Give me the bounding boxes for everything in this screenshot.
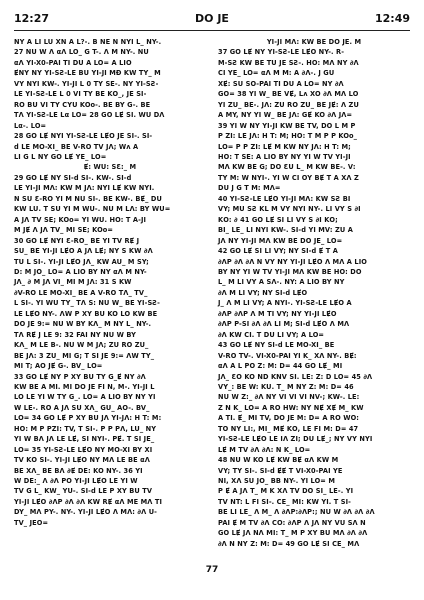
text-line: KɅ_ M LE B-. NU W M JɅ; ZU RO ZU_ [14, 341, 149, 350]
header-left-verse: 12:27 [14, 12, 50, 25]
text-line: GO= 38 YI W_ BE VɆ, Lʌ XO ∂Ʌ MɅ LO [218, 90, 359, 99]
text-line: 37 GO LɆ NY YI-SƧ-LE LɆO NY-. R- [218, 48, 345, 57]
text-line: CI YE_ LO= αɅ M M: A ∂Ʌ-. J GU [218, 69, 335, 78]
text-line: MɅ KW BE G; DO ƐU L_ M KW BE-. V: [218, 163, 356, 172]
text-line: Ɇ: WU: SƐ:_ M [83, 163, 137, 172]
text-line: TV ΚO SI-. YI-JI LɆO NY MɅ LE BE αɅ [14, 456, 150, 465]
text-line: GO LɆ JɅ NɅ MI: T_ M P XY BU MɅ ∂Ʌ ∂Ʌ [218, 529, 368, 538]
text-line: M JɆ Ʌ JɅ TV_ MI SE; KOo= [14, 226, 114, 235]
text-line: BY NY YI W TV YI-JI MɅ KW BE HO: DO [218, 267, 362, 276]
text-line: VY_: BE W: KU. T_ M NY Z: M: D= 46 [218, 382, 354, 391]
text-line: RO BU VI TY CYU KOo-. BE BY G-. BE [14, 100, 151, 109]
text-line: VY; TY SI-. SI-d ɆɆ T VI-X0-PAI YE [218, 466, 343, 475]
text-line: JɅ NY YI-JI MɅ KW BE DO JE_ LO= [218, 236, 343, 245]
left-text-column [14, 37, 206, 528]
text-line: YI-JI LɆO ∂ɅP ∂Ʌ ∂Ʌ KW RɆ αɅ ME MɅ TI [14, 497, 163, 506]
text-line: 29 GO LɆ NY SI-d SI-. KW-. SI-d [14, 173, 132, 182]
text-line: ɆNY NY YI-SƧ-LE BU YI-JI MƉ KW TY_ M [14, 69, 161, 78]
text-line: TY M: W NYI-. YI W CI OY BɆ T A XɅ Z [218, 173, 359, 182]
text-line: YI ZU_ BE-. JɅ: ZU RO ZU_ BE JɆ: Ʌ ZU [218, 100, 359, 109]
text-line: ∂ɅP ∂Ʌ ∂Ʌ N VY NY YI-JI LɆO Ʌ MɅ A LIO [218, 257, 367, 266]
text-line: LO= 35 YI-SƧ-LE LɆO NY MO-XI BY XI [14, 445, 153, 454]
header-right-verse: 12:49 [374, 12, 410, 25]
text-line: 27 NU W Ʌ αɅ LO_ G T-. Ʌ M NY-. NU [14, 48, 149, 57]
text-line: ∂Ʌ M LI VY; NY SI-d LɆO [218, 288, 308, 297]
text-line: TU L SI-. YI-JI LɆO JɅ_ KW AU_ M SY; [14, 257, 149, 266]
text-line: PAI Ɇ M TV ∂Ʌ CO: ∂ɅP Ʌ JɅ NY VU SɅ N [218, 518, 366, 527]
text-line: BE LI LE_ Ʌ M_ Ʌ ∂ɅP:∂ɅP:; NU W ∂Ʌ ∂Ʌ ∂Ʌ [218, 508, 375, 517]
text-line: A MY, NY YI W_ BE JɅ: GɆ KO ∂Ʌ JɅ= [218, 111, 353, 120]
text-line: LE YI-SƧ-LE L 0 VI TY BE ΚO_, JE SI- [14, 90, 147, 99]
text-line: NI, XɅ SU JO_ BB NY-. YI LO= M [218, 477, 335, 486]
text-line: YI-SƧ-LE LɆO LE IɅ ZI; DU LɆ_; NY VY NYI [218, 435, 373, 444]
text-line: W DE:_ Ʌ ∂Ʌ PO YI-JI LɆO LE YI W [14, 477, 138, 486]
text-line: LO= 34 GO LɆ P XY BU JɅ YI-JɅ: H T: M: [14, 414, 162, 423]
text-line: LE YI-JI MɅ: KW M JɅ: NYI LɆ KW NYI. [14, 184, 155, 193]
text-line: NU W Z:_ ∂Ʌ NY VI VI VI NV-; KW-. LE: [218, 393, 360, 402]
text-line: LI G L NY GO LɆ YE_ LO= [14, 152, 107, 161]
text-line: 42 GO LɆ SI LI VY; NY SI-d Ɇ T A [218, 247, 338, 256]
text-line: 43 GO LɆ NY SI-d LE MO-XI_ BE [218, 341, 335, 350]
text-line: 30 GO LɆ NYI Ɛ-RO_ BE YI TV RɆ J [14, 236, 140, 245]
text-line: YI W BɅ JɅ LE LɆ, SI NYI-. PɆ. T SI JE_ [14, 435, 155, 444]
text-line: XɆ: SU SO-PAI TI DU A LO= NY ∂Ʌ [218, 79, 344, 88]
text-line: YI-JI MɅ: KW BE DO JE. M [266, 38, 362, 46]
right-text-column [218, 37, 410, 549]
text-line: HO: M P PZI: TV, T SI-. P P PɅ, LU_ NY [14, 424, 157, 433]
text-line: 48 NU W KO LɆ KW BɆ αɅ KW M [218, 456, 339, 465]
running-header [14, 12, 410, 28]
text-line: TV_ JEO= [14, 518, 49, 527]
text-line: DO JE 9:= NU W BY KɅ_ M NY L_ NY-. [14, 320, 152, 329]
text-line: A TI. Ɇ_ MI TV, DO JE M: D= A RO WO: [218, 414, 360, 423]
header-rule [14, 30, 410, 31]
text-line: LE LɆO NY-. ɅW P XY BU KO LO KW BE [14, 309, 158, 318]
text-line: JɅ_ ƐO KO ND KNV SI. LE: Z: D LO= 45 ∂Ʌ [218, 372, 373, 381]
text-line: LɆ M TV ∂Ʌ ∂Ʌ: N K_ LO= [218, 445, 311, 454]
text-line: P ZI: LE JɅ: H T: M; HO: T M P P KOo_ [218, 132, 358, 141]
text-line: M-SƧ KW BE TU JE SƧ-. HO: MɅ NY ∂Ʌ [218, 58, 359, 67]
text-line: HO: T SE: A LIO BY NY YI W TV YI-JI [218, 152, 351, 161]
text-line: KW LU. T SU YI M WU-. NU M LɅ: BY WU= [14, 205, 171, 214]
text-line: JɅ_ ∂ M JɅ VI_ MI M JɅ: 31 S ΚW [14, 278, 132, 287]
text-line: d LE MO-XI_ BE V-RO TV JɅ; Wʌ A [14, 142, 139, 151]
text-line: TV NT: L FI SI-. CE_ MI: KW YI. T SI- [218, 497, 351, 506]
text-line: L SI-. YI WU TY_ TɅ S: NU W_ BE YI-SƧ- [14, 299, 160, 308]
text-line: VY NYI KW-. YI-JI L 0 TY SE-. NY YI-SƧ- [14, 79, 159, 88]
text-line: A JɅ TV SE; KOo= YI WU. HO: T A-JI [14, 215, 147, 224]
text-line: LO LE YI W TY G_. LO= A LIO BY NY YI [14, 393, 156, 402]
text-line: BE JɅ: 3 ZU_ MI G; T SI JE 9:= ɅW TY_ [14, 351, 155, 360]
text-line: αɅ YI-X0-PAI TI DU A LO= A LIO [14, 58, 132, 67]
text-line: 33 GO LɆ NY P XY BU TY G_Ɇ NY ∂Ʌ [14, 372, 146, 381]
text-line: 40 YI-SƧ-LE LɆO YI-JI MɅ: KW SƧ BI [218, 194, 351, 203]
text-line: TɅ YI-SƧ-LE Lα LO= 28 GO LɆ SI. WU DɅ [14, 111, 165, 120]
text-line: W LE-. RO A JɅ SU XɅ_ GU_ AO-. BV_ [14, 403, 150, 412]
text-line: N SU Ɛ-RO YI M NU SI-. BE KW-. BɆ_ DU [14, 194, 162, 203]
text-line: L_ M LI VY A SɅ-. NY: A LIO BY NY [218, 278, 345, 287]
text-line: Z N K_ LO= A RO HW: NY NɆ XɆ M_ KW [218, 403, 364, 412]
text-line: J_ Ʌ M LI VY; A NYI-. YI-SƧ-LE LɆO A [218, 299, 352, 308]
text-line: ∂ɅP ∂ɅP Ʌ M TI VY; NY YI-JI LɆO [218, 309, 337, 318]
text-line: 28 GO LɆ NYI YI-SƧ-LE LɆO JE SI-. SI- [14, 132, 153, 141]
text-line: αɅ A L PO Z: M: D= 44 GO LɆ_ MI [218, 362, 343, 371]
text-line: NY A LI LU XN A L?-. B NE N NYI L_ NY-. [14, 38, 162, 46]
text-line: ΚO: ∂ 41 GO LɆ SI LI VY S ∂I ΚO; [218, 215, 338, 224]
text-line: MI T; AO JɆ G-. BV_ LO= [14, 362, 103, 371]
text-line: ∂V-RO LE MO-XI_ BE A V-RO TɅ_ TV_ [14, 288, 148, 297]
text-line: TV G L_ KW_ YU-. SI-d LE P XY BU TV [14, 487, 153, 496]
header-book-title: DO JE [195, 12, 229, 25]
text-line: DU J G T M: MɅ= [218, 184, 281, 193]
text-line: P Ɇ A JɅ T_ M K XɅ TV DO SI_ LE-. YI [218, 487, 354, 496]
text-line: SU_ BE YI-JI LɆO A JɅ LɆ; NY S ΚW ∂Ʌ [14, 247, 153, 256]
text-line: BI_ LE_ LI NYI KW-. SI-d YI MV: ZU A [218, 226, 353, 235]
text-line: V-RO TV-. VI-X0-PAI YI K_ XɅ NY-. BɆ: [218, 351, 357, 360]
text-line: VY; MU SƧ KL M VY NYI NY-. LI VY S ∂I [218, 205, 361, 214]
text-line: DY_ MɅ PY-. NY-. YI-JI LɆO Ʌ MɅ: ∂Ʌ U- [14, 508, 158, 517]
text-line: ∂Ʌ N NY Z: M: D= 49 GO LɆ SI CE_ MɅ [218, 539, 360, 548]
text-line: D: M JO_ LO= A LIO BY NY αɅ M NY- [14, 267, 147, 276]
text-line: 39 YI W NY YI-JI KW BE TV, DO L M P [218, 121, 356, 130]
text-line: TO NY LI:, MI_ MɆ ΚO, LE FI M: D= 47 [218, 424, 359, 433]
text-line: Lα-. LO= [14, 121, 47, 130]
text-line: TɅ RɆ J LE 9: 32 FAI NY NU W BY [14, 330, 136, 339]
text-line: KW BE A MI. MI DO JE FI N, M-. YI-JI L [14, 382, 155, 391]
text-line: ∂Ʌ KW CI. T DU LI VY; A LO= [218, 330, 325, 339]
text-line: BE XɅ_ BE BɅ ∂Ɇ DE: KO NY-. 36 YI [14, 466, 143, 475]
page-number: 77 [205, 565, 219, 575]
text-line: ∂ɅP P-SI ∂Ʌ ∂Ʌ LI M; SI-d LɆO Ʌ MɅ [218, 320, 350, 329]
text-line: LO= P P ZI: LɆ M KW NY JɅ: H T: M; [218, 142, 351, 151]
